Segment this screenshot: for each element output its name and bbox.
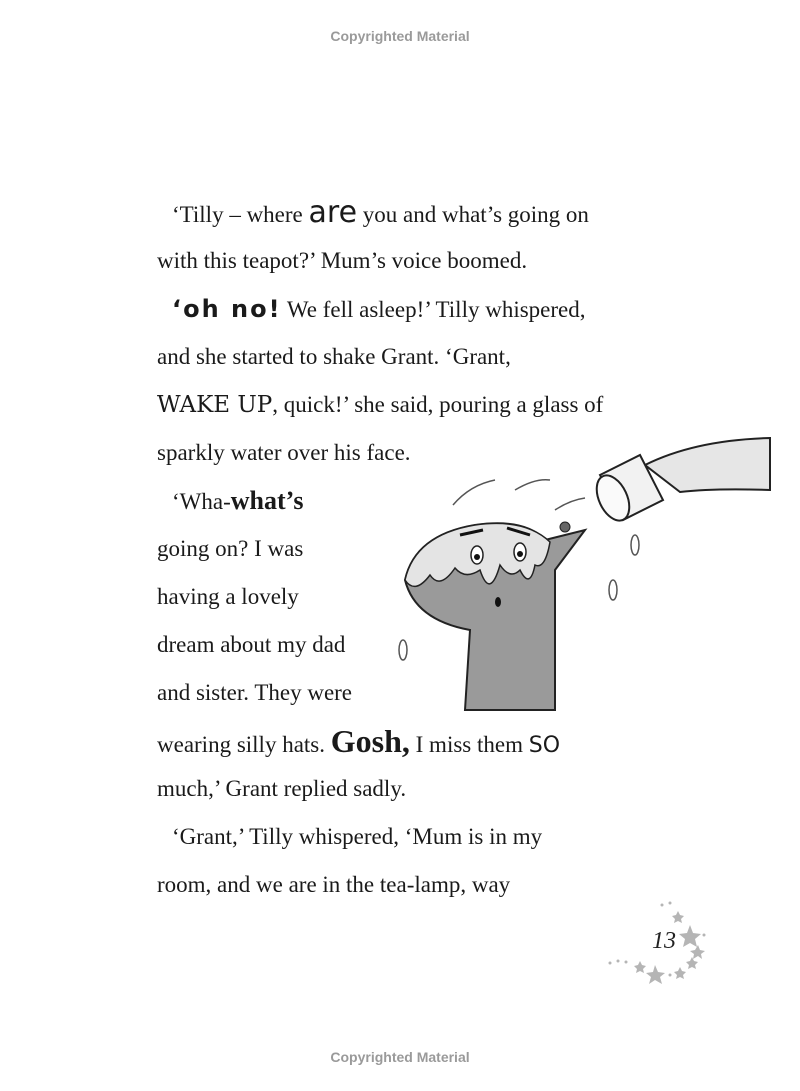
text-line: [157, 246, 527, 276]
text-line: [157, 438, 411, 468]
emphasis-whats: what’s: [230, 486, 304, 515]
text-line: [157, 582, 299, 612]
text-line: [157, 342, 511, 372]
text-line: [157, 870, 510, 900]
text: you and what’s going on: [357, 202, 589, 227]
text: room, and we are in the tea-lamp, way: [157, 872, 511, 897]
text: and she started to shake Grant. ‘Grant,: [157, 344, 511, 369]
text: , quick!’ she said, pouring a glass of: [272, 392, 604, 417]
text: dream about my dad: [157, 632, 346, 657]
text: much,’ Grant replied sadly.: [157, 776, 407, 801]
copyright-watermark-bottom: Copyrighted Material: [330, 1049, 470, 1065]
text: sparkly water over his face.: [157, 440, 411, 465]
emphasis-are: are: [308, 195, 358, 230]
emphasis-oh-no: ‘oh no!: [172, 295, 282, 323]
text-line: [157, 774, 406, 804]
emphasis-gosh: Gosh,: [330, 723, 410, 759]
text: ‘Wha-: [172, 489, 231, 514]
text-line: [157, 678, 352, 708]
text-line: [172, 195, 589, 230]
text: I miss them: [409, 732, 529, 757]
text-line: [157, 630, 345, 660]
text-line: [172, 486, 303, 517]
text-line: [157, 723, 561, 761]
emphasis-wake-up: WAKE UP: [157, 392, 273, 418]
emphasis-so: SO: [528, 733, 561, 758]
text: ‘Tilly – where: [172, 202, 309, 227]
text-line: [157, 390, 603, 420]
page-number: 13: [652, 928, 676, 954]
text: We fell asleep!’ Tilly whispered,: [281, 297, 586, 322]
text: with this teapot?’ Mum’s voice boomed.: [157, 248, 528, 273]
text: and sister. They were: [157, 680, 353, 705]
text: ‘Grant,’ Tilly whispered, ‘Mum is in my: [172, 824, 543, 849]
text-line: [172, 822, 542, 852]
text: wearing silly hats.: [157, 732, 331, 757]
text-line: [172, 294, 586, 325]
text: having a lovely: [157, 584, 299, 609]
text-line: [157, 534, 303, 564]
text: going on? I was: [157, 536, 304, 561]
teapot-character-illustration: [395, 430, 775, 720]
copyright-watermark-top: Copyrighted Material: [330, 28, 470, 44]
